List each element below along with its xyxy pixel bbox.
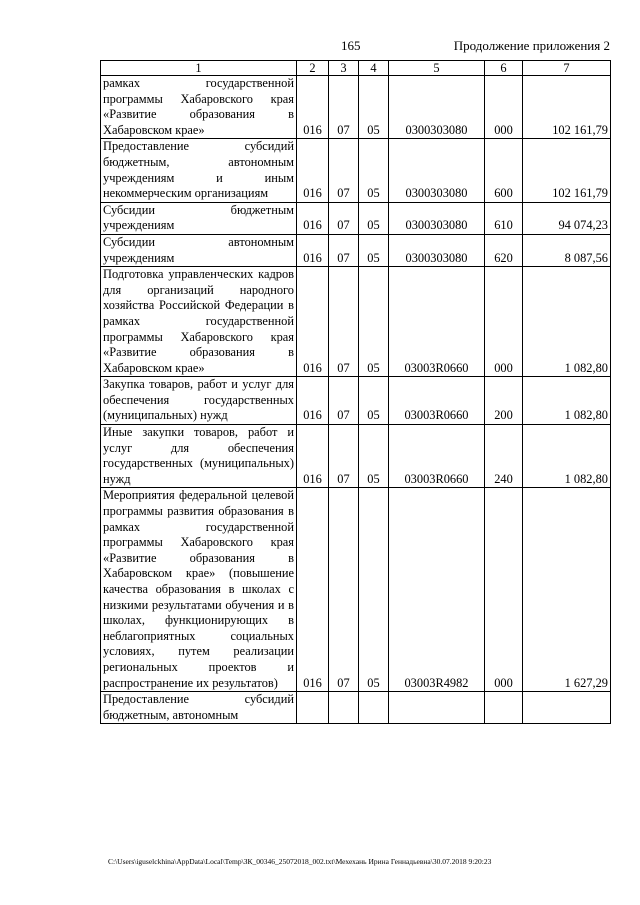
section-code: 07 (329, 425, 359, 488)
subsection-code: 05 (359, 377, 389, 425)
amount: 1 082,80 (523, 377, 611, 425)
section-code: 07 (329, 202, 359, 234)
amount: 1 082,80 (523, 425, 611, 488)
section-code: 07 (329, 267, 359, 377)
amount: 102 161,79 (523, 76, 611, 139)
table-row (101, 425, 611, 488)
expense-type-code: 000 (485, 76, 523, 139)
column-header: 7 (523, 61, 611, 76)
subsection-code: 05 (359, 234, 389, 266)
amount: 1 627,29 (523, 488, 611, 692)
table-row (101, 234, 611, 266)
target-article-code: 03003R4982 (389, 488, 485, 692)
expense-type-code: 000 (485, 267, 523, 377)
subsection-code: 05 (359, 425, 389, 488)
section-code: 07 (329, 139, 359, 202)
table-row (101, 202, 611, 234)
subsection-code: 05 (359, 76, 389, 139)
ministry-code: 016 (297, 425, 329, 488)
column-header: 3 (329, 61, 359, 76)
amount: 1 082,80 (523, 267, 611, 377)
row-name: Подготовка управленческих кадров для организаций народного хозяйства Российской Федерации в рамках государственной программы Хабаровского края «Развитие образования в Хабаровском крае» (101, 267, 297, 377)
row-name: рамках государственной программы Хабаровского края «Развитие образования в Хабаровском крае» (101, 76, 297, 139)
ministry-code (297, 692, 329, 724)
expense-type-code: 600 (485, 139, 523, 202)
continuation-label: Продолжение приложения 2 (453, 38, 610, 53)
amount (523, 692, 611, 724)
table-row (101, 76, 611, 139)
subsection-code: 05 (359, 139, 389, 202)
column-header: 6 (485, 61, 523, 76)
subsection-code: 05 (359, 202, 389, 234)
table-row (101, 377, 611, 425)
target-article-code: 03003R0660 (389, 425, 485, 488)
file-path-footer: C:\Users\iguselckhina\AppData\Local\Temp\ЗК_00346_25072018_002.txt\Мехехань Ирина Геннадьевна\30.07.2018 9:20:23 (108, 857, 492, 866)
amount: 94 074,23 (523, 202, 611, 234)
subsection-code: 05 (359, 488, 389, 692)
subsection-code: 05 (359, 267, 389, 377)
target-article-code: 0300303080 (389, 234, 485, 266)
subsection-code (359, 692, 389, 724)
budget-table (100, 60, 611, 724)
target-article-code: 0300303080 (389, 76, 485, 139)
ministry-code: 016 (297, 488, 329, 692)
ministry-code: 016 (297, 234, 329, 266)
expense-type-code: 620 (485, 234, 523, 266)
ministry-code: 016 (297, 267, 329, 377)
column-header: 1 (101, 61, 297, 76)
row-name: Субсидии автономным учреждениям (101, 234, 297, 266)
expense-type-code (485, 692, 523, 724)
section-code: 07 (329, 488, 359, 692)
table-row (101, 488, 611, 692)
target-article-code: 03003R0660 (389, 377, 485, 425)
table-row (101, 692, 611, 724)
column-header: 4 (359, 61, 389, 76)
section-code: 07 (329, 377, 359, 425)
section-code (329, 692, 359, 724)
target-article-code: 0300303080 (389, 139, 485, 202)
expense-type-code: 200 (485, 377, 523, 425)
ministry-code: 016 (297, 139, 329, 202)
column-header: 5 (389, 61, 485, 76)
expense-type-code: 240 (485, 425, 523, 488)
ministry-code: 016 (297, 76, 329, 139)
target-article-code: 03003R0660 (389, 267, 485, 377)
page-number: 165 (341, 38, 361, 53)
row-name: Субсидии бюджетным учреждениям (101, 202, 297, 234)
column-header: 2 (297, 61, 329, 76)
row-name: Мероприятия федеральной целевой программы развития образования в рамках государственной программы Хабаровского края «Развитие образования в Хабаровском крае» (повышение качества образования в школах с низкими результатами обучения и в школах, функционирующих в неблагоприятных социальных условиях, путем реализации региональных проектов и распространение их результатов) (101, 488, 297, 692)
table-row (101, 139, 611, 202)
expense-type-code: 000 (485, 488, 523, 692)
row-name: Закупка товаров, работ и услуг для обеспечения государственных (муниципальных) нужд (101, 377, 297, 425)
target-article-code: 0300303080 (389, 202, 485, 234)
target-article-code (389, 692, 485, 724)
ministry-code: 016 (297, 377, 329, 425)
row-name: Предоставление субсидий бюджетным, автономным учреждениям и иным некоммерческим организациям (101, 139, 297, 202)
row-name: Предоставление субсидий бюджетным, автономным (101, 692, 297, 724)
table-row (101, 267, 611, 377)
amount: 102 161,79 (523, 139, 611, 202)
amount: 8 087,56 (523, 234, 611, 266)
ministry-code: 016 (297, 202, 329, 234)
section-code: 07 (329, 76, 359, 139)
row-name: Иные закупки товаров, работ и услуг для обеспечения государственных (муниципальных) нужд (101, 425, 297, 488)
section-code: 07 (329, 234, 359, 266)
expense-type-code: 610 (485, 202, 523, 234)
table-header-row (101, 61, 611, 76)
